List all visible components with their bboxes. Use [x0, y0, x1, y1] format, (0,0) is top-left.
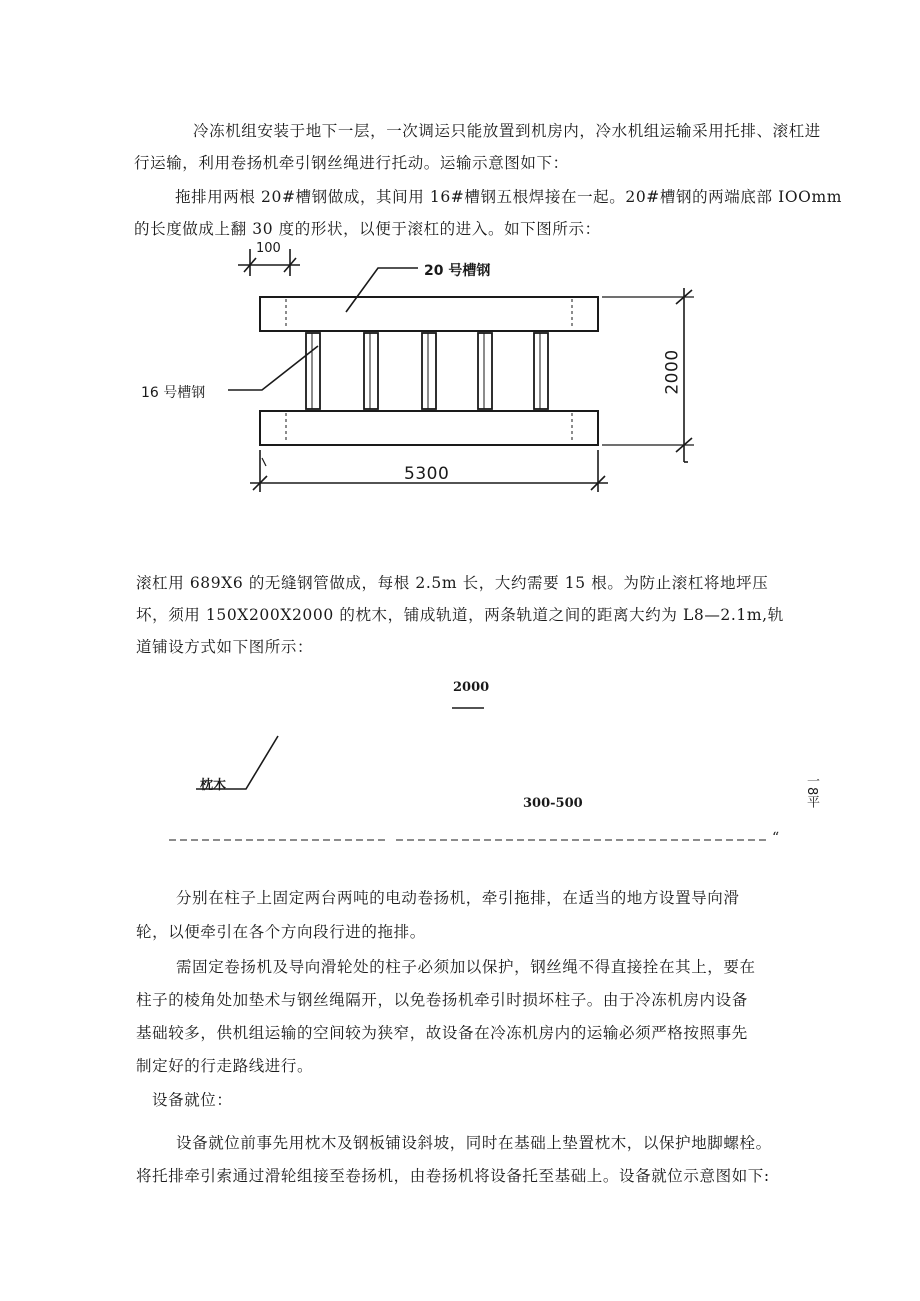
- dim-2000-label: 2000: [662, 349, 683, 395]
- para4-line1: 分别在柱子上固定两台两吨的电动卷扬机，牵引拖排，在适当的地方设置导向滑: [176, 889, 740, 907]
- fig2-dim-spacing: 300-500: [523, 796, 583, 811]
- channel16-member-2: [364, 333, 378, 409]
- dim-100-label: 100: [256, 241, 281, 256]
- para1-line2: 行运输，利用卷扬机牵引钢丝绳进行托动。运输示意图如下：: [134, 154, 569, 172]
- para6-line2: 将托排牵引索通过滑轮组接至卷扬机，由卷扬机将设备托至基础上。设备就位示意图如下:: [136, 1167, 770, 1185]
- para2-line2: 的长度做成上翻 30 度的形状，以便于滚杠的进入。如下图所示：: [134, 220, 601, 238]
- fig2-side-text: 一8平: [804, 774, 819, 809]
- para3-line3: 道铺设方式如下图所示：: [136, 638, 314, 656]
- para5-line4: 制定好的行走路线进行。: [136, 1057, 314, 1075]
- para5-line3: 基础较多，供机组运输的空间较为狭窄，故设备在冷冻机房内的运输必须严格按照事先: [136, 1024, 748, 1042]
- channel16-member-3: [422, 333, 436, 409]
- para1-line1: 冷冻机组安装于地下一层，一次调运只能放置到机房内，冷水机组运输采用托排、滚杠进: [193, 122, 821, 140]
- para5-line2: 柱子的棱角处加垫术与钢丝绳隔开，以免卷扬机牵引时损坏柱子。由于冷冻机房内设备: [136, 991, 748, 1009]
- channel20-top: [260, 297, 598, 331]
- ground-line-end-mark: “: [772, 830, 780, 846]
- label-sleeper: 枕木: [200, 778, 227, 793]
- leader-channel16: [228, 346, 318, 390]
- para3-line2: 坏，须用 150X200X2000 的枕木，铺成轨道，两条轨道之间的距离大约为 L8—2.1m,轨: [136, 606, 784, 624]
- channel16-member-1: [306, 333, 320, 409]
- dim-5300-label: 5300: [404, 464, 450, 484]
- fig2-dim-2000: 2000: [453, 680, 490, 695]
- fig2-dim-2000-rule-text: ==一: [452, 701, 477, 711]
- label-channel16: 16 号槽钢: [141, 385, 206, 401]
- section-heading: 设备就位：: [152, 1091, 233, 1109]
- para2-line1: 拖排用两根 20#槽钢做成，其间用 16#槽钢五根焊接在一起。20#槽钢的两端底部 IOOmm: [175, 188, 843, 206]
- channel16-member-5: [534, 333, 548, 409]
- para3-line1: 滚杠用 689X6 的无缝钢管做成，每根 2.5m 长，大约需要 15 根。为防止滚杠将地坪压: [136, 574, 769, 592]
- para4-line2: 轮，以便牵引在各个方向段行进的拖排。: [136, 923, 426, 941]
- leader-channel20: [346, 268, 418, 312]
- channel16-member-4: [478, 333, 492, 409]
- label-channel20: 20 号槽钢: [424, 263, 491, 279]
- para6-line1: 设备就位前事先用枕木及钢板铺设斜坡，同时在基础上垫置枕木，以保护地脚螺栓。: [176, 1134, 772, 1152]
- channel20-bottom: [260, 411, 598, 445]
- channel16-members: [306, 333, 548, 409]
- para5-line1: 需固定卷扬机及导向滑轮处的柱子必须加以保护，钢丝绳不得直接拴在其上，要在: [176, 958, 756, 976]
